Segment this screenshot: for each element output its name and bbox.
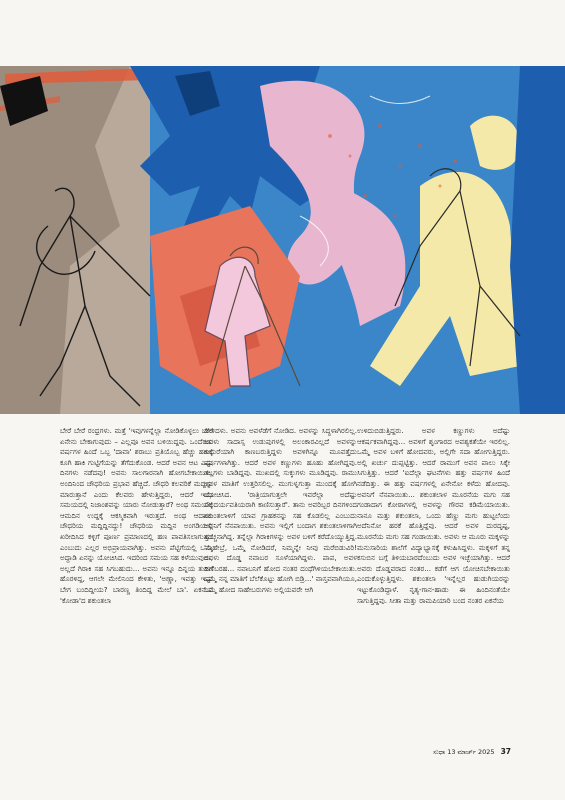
article-text: ಬೇರೆ ಬೇರೆ ರಂಧ್ರಗಳು. ಮತ್ತೆ 'ಇವುಗಳನ್ನೆಲ್ಲಾ ನೋಡಿಕೊಳ್ಳಲು ಬೇರೆ ಏನೇನು ಬೇಕಾಗುವುದು – ಎಲ್ಲವೂ ಅವನ ಬಳಿಯಿದ್ದವು. ಒಂದೆರಡು ವರ್ಷಗಳ ಹಿಂದೆ ಒಬ್ಬ 'ದಾವಾ' ಶರಾಬು ಪ್ರತಿಯೊಬ್ಬ ಹೆಚ್ಚು ಹಣಕ್ಕೆ ಕೂಗಿ ಹಾಕಿ ಗುಟ್ಟಿಗೆಯನ್ನು ತೆಗೆದುಕೊಂಡ. ಆದರೆ ಅವನ ಆಟ ಎಷ್ಟು ದಿನಗಳು ನಡೆದವು! ಅವನು ಸಾಲಗಾರನಾಗಿ ಹೋಗಬೇಕಾಯಿತು. ಅಂದಿನಿಂದ ಚೌಧರಿಯ ಪ್ರಭಾವ ಹೆಚ್ಚಿದೆ. ಚೌಧರಿ ಕಲವರಿಕೆ ಮದ್ದನ್ನು ಮಾರುತ್ತಾನೆ ಎಂದು ಕೆಲವರು ಹೇಳುತ್ತಿದ್ದರು, ಆದರೆ ಇಂಥ ಸಮಯದಲ್ಲಿ ನಿಜಾಂಶವನ್ನು ಯಾರು ನೋಡುತ್ತಾರೆ? ಅಂಥ ಸಮಯಕ್ಕೆ ಆಮದಿನ ಉದ್ದಕ್ಕೆ ಆಕಸ್ಮಿಕವಾಗಿ ಇರುತ್ತದೆ. ಅಂಥ ಆದಾಯ ಚೌಧರಿಯ ಮದ್ದಿದ್ದಿನದ್ದು! ಚೌಧರಿಯ ಮದ್ದಿನ ಅಂಗಡಿಯಲ್ಲಿ ಖರೀದಿಸಿದ ಕಳ್ಳಿಗೆ ಪೂರ್ಣ ಪ್ರಮಾಣದಲ್ಲಿ ಹಣ ಪಾವತಿಸಲಾಗುತ್ತದೆ ಎಂಬುದು ಎಲ್ಲರ ಅಭಿಪ್ರಾಯವಾಗಿತ್ತು. ಅವನು ಪೆಟ್ಟಿಗೆಯಲ್ಲಿ ಒಮ್ಮೆ ಅದ್ದಾಡಿ ಏನನ್ನು ಯೋಚಿಸಿದ. ಇದರಿಂದ ಸಮಯ ಸಹ ಕಳೆಯುವುದು, ಅಲ್ಲದೆ ಗಿರಾಕಿ ಸಹ ಸಿಗಬಹುದು... ಅವನು ಇನ್ನೂ ದಿನ್ನಯ ತುದಿಗೆ ಹೊರಳಿದ್ದ, ಆಗಲೇ ಮೇಲಿನಿಂದ ಕೇಳಿತು, 'ಅಣ್ಣಾ, ಇವತ್ತು ಇಷ್ಟು ಬೇಗ ಬಂದಿದ್ದೀಯ? ಬಾರಣ್ಣ ತಿಂದಿದ್ದ ಮೇಲೆ ಬಾ'. ಏಕನೆಯ 'ಕೋಡಾ'ದ ಶಕುಂತಲಾ — [60, 426, 213, 605]
illustration-dancing-figures-icon — [0, 66, 565, 414]
article-text: ಉಳಿದುಬಿಡುತ್ತಿದ್ದರು. ಅವಳ ಕಣ್ಣುಗಳು ಅದೆಷ್ಟು ಆಕರ್ಷಕವಾಗಿದ್ದವು... ಅವಳಿಗೆ ಶೃಂಗಾರದ ಅವಶ್ಯಕತೆಯೇ ಇರಲಿಲ್ಲ. ಒಮ್ಮೆ ಅವಳ ಬಳಿಗೆ ಹೋದವರು, ಅಲ್ಲಿಗೇ ಸದಾ ಹೋಗುತ್ತಿದ್ದರು. ಅಲ್ಲಿ ಖರ್ಚು ದುಪ್ಪಟ್ಟಿತ್ತು. ಆದರೆ ರಾಮುಗೆ ಅವನ ಪಾಲು ಸಿಕ್ಕೇ ಸಿಗುತ್ತಿತ್ತು. ಆದರೆ 'ಐದೆಲ್ಲಾ ಘಟನೆಗಳು ಹತ್ತು ವರ್ಷಗಳ ಹಿಂದೆ ನಡೆದಿತ್ತು. ಈ ಹತ್ತು ವರ್ಷಗಳಲ್ಲಿ ಏನೇನೋ ಕಳೆದು ಹೋದವು. ಅವನಿಗೆ ನೆನಪಾಯಿತು... ಶಕುಂತಲಾಳ ಮೂರನೆಯ ಮಗು ಸಹ ಗಂಡಾದಾಗ ಕೋಠಾಗಳಲ್ಲಿ ಅವಳನ್ನು ಗೌರವ ಕಡಿಮೆಯಾಯಿತು. ನಾನೂ ಮತ್ತು ಶಕುಂತಲಾ, ಒಂದು ಹೆಣ್ಣು ಮಗು ಹುಟ್ಟಲೆಂದು ಅದೆನಿನೋ ಹರಕೆ ಹೊತ್ತಿದ್ದೆವು. ಆದರೆ ಅವಳ ದುರದೃಷ್ಟ, ಮೂರನೆಯ ಮಗು ಸಹ ಗಂಡಾಯಿತು. ಅವಳು ಆ ಮೂರು ಮಕ್ಕಳನ್ನು ಮನುಸಾರಿಯ ಶಾಲೆಗೆ ವಿದ್ಯಾಭ್ಯಾಸಕ್ಕೆ ಕಳುಹಿಸಿದ್ದಳು. ಮಕ್ಕಳಿಗೆ ತನ್ನ ಕಸುಬಿನ ಬಗ್ಗೆ ತಿಳಿಯಬಾರದೆಂಬುದು ಅವಳ ಇಚ್ಛೆಯಾಗಿತ್ತು. ಆದರೆ ಅವರು ದೊಡ್ಡವರಾದ ನಂತರ... ಕಡೆಗೆ ಆಗ ಯೋಚಿಸಬೇಕಾಯಿತು ಎಂದುಕೊಳ್ಳುತ್ತಿದ್ದಳು. ಶಕುಂತಲಾ 'ಇನ್ನೆಲ್ಲರ ಹುಡುಗಿಯರನ್ನು ಇಟ್ಟುಕೊಂಡಿದ್ದಾಳೆ. ನೃತ್ಯ-ಗಾನ-ಹಾಡು ಈ ಹಿಂದಿನಂತೆಯೇ ಸಾಗುತ್ತಿದ್ದವು. ಸೀತಾ ಮತ್ತು ರಾಮಪಿಯಾರಿ ಬಂದ ನಂತರ ಏಕನೆಯ — [357, 426, 510, 605]
page-number: 37 — [500, 747, 511, 756]
article-column-1 — [60, 426, 213, 746]
page-footer — [433, 747, 511, 757]
article-illustration — [0, 66, 565, 414]
article-text: ಹೇಳಿದಳು. ಅವನು ಅವಳೆಡೆಗೆ ನೋಡಿದ. ಅವಳನ್ನು ಸಿದ್ಧಳಾಗಿರಲಿಲ್ಲ. ಅವಳು ಸಾದಾಸ್ಸ ಉಡುಪುಗಳಲ್ಲಿ ಅಲಂಕಾರವಿಲ್ಲದೆ ಅವಳನ್ನು ಕುದುರೆಯಾಗಿ ಕಾಣಬರುತ್ತಿದ್ದಳು ಅವಳಿಗಿನ್ನೂ ಮೂವತ್ತೈದು ವರ್ಷಗಳಾಗಿತ್ತು. ಆದರೆ ಅವಳ ಕಣ್ಣುಗಳು ಹೂಹು ಹೋಗಿದ್ದವು. ಗಲ್ಲಗಳು ಬಾಡಿದ್ದವು. ಮುಖದಲ್ಲಿ ಸುಕ್ಕುಗಳು ಮೂಡಿದ್ದವು. ರಾಮು ಅವಳ ಮಾತಿಗೆ ಉತ್ತರಿಸಲಿಲ್ಲ. ಮುಗುಳ್ನಗುತ್ತಾ ಮುಂದಕ್ಕೆ ಹೋಗಿ ಯೋಚಿಸಿದ. 'ರಾತ್ರಿಯಾಗುತ್ತಲೇ ಇವರೆಲ್ಲಾ ಅದೆಷ್ಟು ಸೌಂದರ್ಯವತಿಯರಾಗಿ ಕಾಣಿಸುತ್ತಾರೆ'. ತಾನು ಅವರಿಬ್ಬರ ದಿನಗಳಿಂದ ಶಕುಂತಲಾಳಿಗೆ ಯಾವ ಗ್ರಾಹಕನನ್ನು ಸಹ ಕೊಡಲಿಲ್ಲ ಎಂಬುದು ಅವನಿಗೆ ನೆನಪಾಯಿತು. ಅವನು ಇಲ್ಲಿಗೆ ಬಂದಾಗ ಶಕುಂತಲಾಳಿಗಾಗಿ ಹುಚ್ಚನಾಗಿದ್ದ. ತನ್ನೆಲ್ಲಾ ಗಿರಾಕಿಗಳನ್ನು ಅವಳ ಬಳಿಗೆ ಕರೆದೊಯ್ಯುತ್ತಿದ್ದ. 'ಸಾಹೇಬ್ರೆ, ಒಮ್ಮೆ ನೋಡಿದರೆ, ನಿಮ್ಮನ್ನೇ ನೀವು ಮರೆಬಿಡುವಿರಿ! ಅವಳು ದೊಡ್ಡ ನವಾಬರ ಸೂಳೆಯಾಗಿದ್ದಳು. ಪಾಪ, ಅವಳ ಹಣೆಬರಹ... ನವಾಬನಿಗೆ ಹೋದ ನಂತರ ದಂಧೆಗಿಳಿಯಬೇಕಾಯಿತು. ಒಮ್ಮೆ ನನ್ನ ಮಾತಿಗೆ ಬೆಲೆಕೊಟ್ಟು ಹೋಗಿ ಬಿಡ್ರಿ...' ವಾಸ್ತವವಾಗಿಯೂ, ಒಮ್ಮೆ ಹೋದ ಸಾಹೇಬರುಗಳು ಅಲ್ಲಿಯವರೇ ಆಗಿ — [204, 426, 357, 594]
magazine-issue: ಸುಧಾ 13 ಮಾರ್ಚ್ 2025 — [433, 748, 495, 756]
article-column-2 — [204, 426, 357, 746]
article-column-3 — [357, 426, 510, 746]
